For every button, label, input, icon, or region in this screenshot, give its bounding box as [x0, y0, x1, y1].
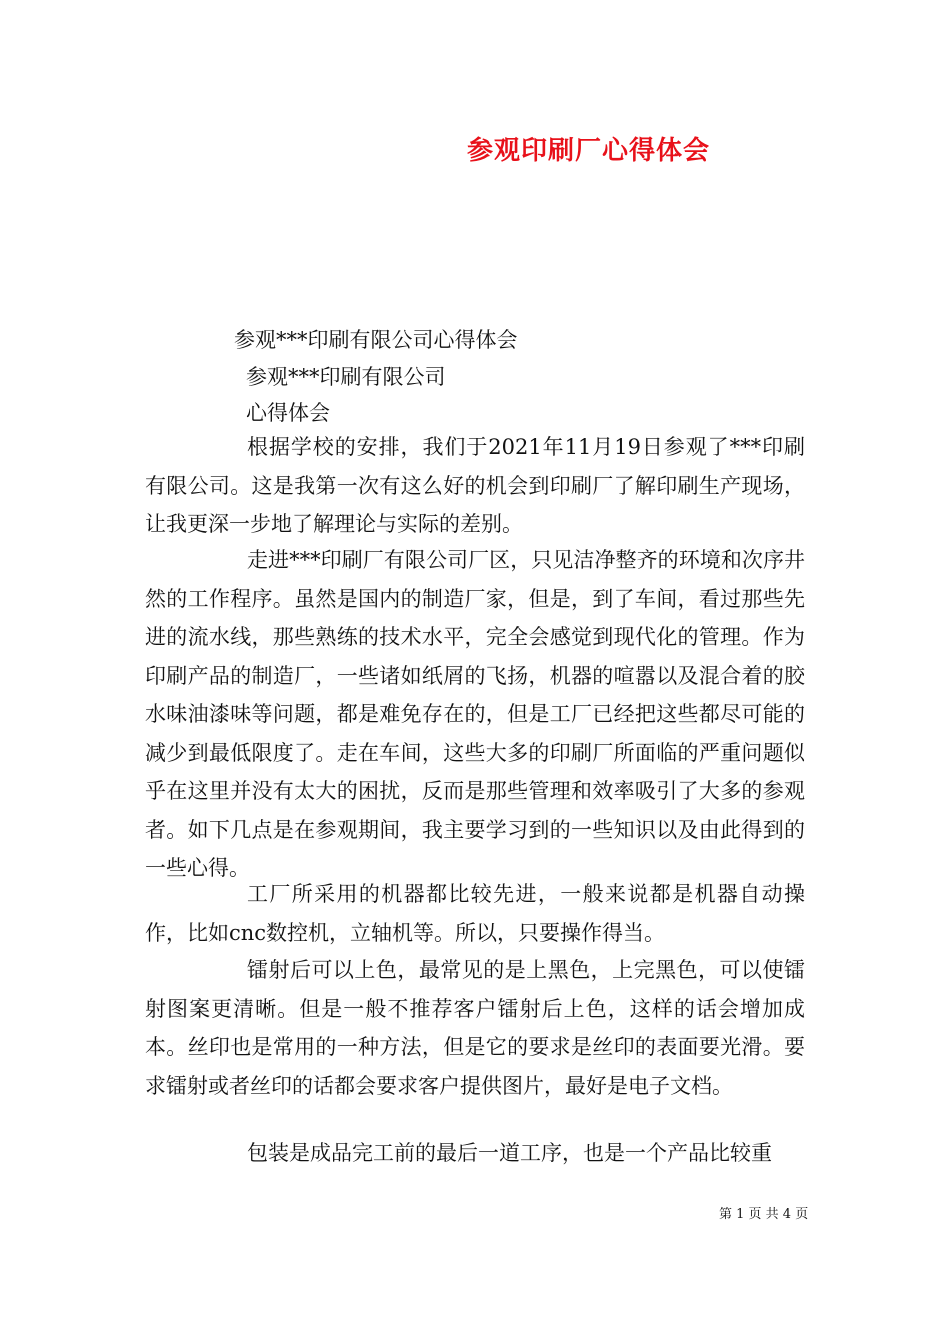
document-title: 参观印刷厂心得体会	[467, 136, 711, 166]
paragraph-visit-intro: 根据学校的安排，我们于2021年11月19日参观了***印刷有限公司。这是我第一次有这么好的机会到印刷厂了解印刷生产现场，让我更深一步地了解理论与实际的差别。	[145, 435, 805, 536]
paragraph-factory-impression: 走进***印刷厂有限公司厂区，只见洁净整齐的环境和次序井然的工作程序。虽然是国内的制造厂家，但是，到了车间，看过那些先进的流水线，那些熟练的技术水平，完全会感觉到现代化的管理。作为印刷产品的制造厂，一些诸如纸屑的飞扬，机器的喧嚣以及混合着的胶水味油漆味等问题，都是难免存在的，但是工厂已经把这些都尽可能的减少到最低限度了。走在车间，这些大多的印刷厂所面临的严重问题似乎在这里并没有太大的困扰，反而是那些管理和效率吸引了大多的参观者。如下几点是在参观期间，我主要学习到的一些知识以及由此得到的一些心得。	[145, 548, 805, 880]
page-number-footer: 第 1 页 共 4 页	[719, 1207, 809, 1222]
paragraph-machines: 工厂所采用的机器都比较先进，一般来说都是机器自动操作，比如cnc数控机，立轴机等。所以，只要操作得当。	[145, 882, 805, 945]
paragraph-laser-silkscreen: 镭射后可以上色，最常见的是上黑色，上完黑色，可以使镭射图案更清晰。但是一般不推荐客户镭射后上色，这样的话会增加成本。丝印也是常用的一种方法，但是它的要求是丝印的表面要光滑。要求镭射或者丝印的话都会要求客户提供图片，最好是电子文档。	[145, 958, 805, 1098]
heading-line-company: 参观***印刷有限公司	[246, 365, 446, 389]
paragraph-packaging: 包装是成品完工前的最后一道工序，也是一个产品比较重	[247, 1141, 772, 1165]
heading-line-experience: 心得体会	[246, 401, 330, 425]
heading-line-company-experience: 参观***印刷有限公司心得体会	[234, 328, 518, 352]
